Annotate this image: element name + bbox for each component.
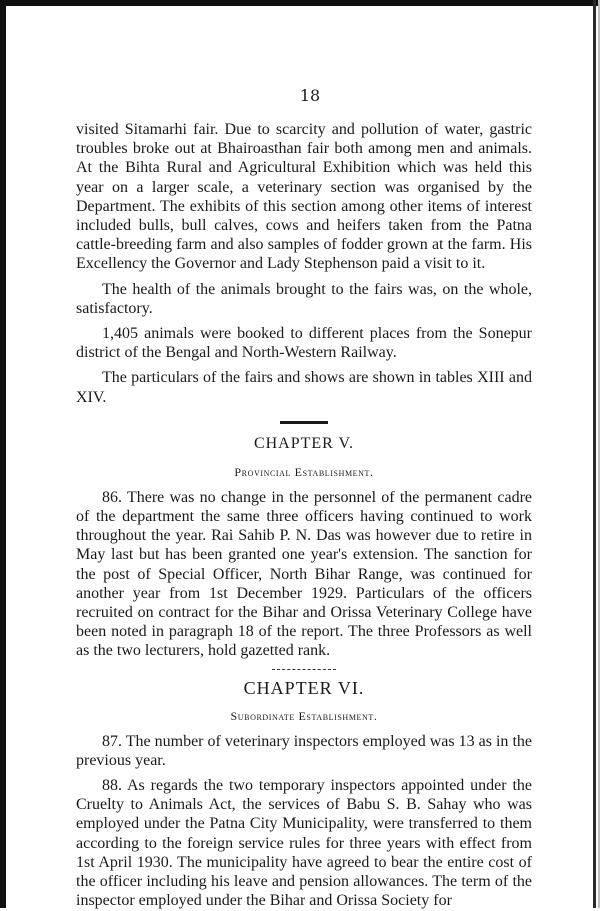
section-rule	[280, 421, 328, 424]
chapter-v-subtitle: Provincial Establishment.	[234, 464, 374, 479]
paragraph-continued: visited Sitamarhi fair. Due to scarcity and pollution of water, gastric troubles broke out at Bhairoasthan fair both among men and animals. At the Bihta Rural and Agricultural Exhibition which was held this year on a larger scale, a veterinary section was organised by the Department. The exhibits of this section among other items of interest included bulls, bull calves, cows and heifers taken from the Patna cattle-breeding farm and also samples of fodder grown at the farm. His Excellency the Governor and Lady Stephenson paid a visit to it.	[76, 121, 532, 273]
scan-border-right	[593, 0, 596, 908]
paragraph-86: 86. There was no change in the personnel of the permanent cadre of the department the same three officers having continued to work throughout the year. Rai Sahib P. N. Das was however due to retire in May last but has been granted one year's extension. The sanction for the post of Special Officer, North Bihar Range, was continued for another year from 1st December 1929. Particulars of the officers recruited on contract for the Bihar and Orissa Veterinary College have been noted in paragraph 18 of the report. The three Professors as well as the two lecturers, hold gazetted rank.	[76, 488, 532, 660]
scan-border-left	[0, 0, 6, 908]
chapter-v-title: CHAPTER V.	[253, 434, 355, 452]
chapter-vi-subtitle: Subordinate Establishment.	[230, 708, 378, 723]
page-number: 18	[299, 86, 321, 105]
paragraph-particulars: The particulars of the fairs and shows are shown in tables XIII and XIV.	[76, 369, 532, 406]
paragraph-health: The health of the animals brought to the fairs was, on the whole, satisfactory.	[76, 280, 532, 317]
paragraph-animals-booked: 1,405 animals were booked to different places from the Sonepur district of the Bengal and North-Western Railway.	[76, 325, 532, 362]
paragraph-88: 88. As regards the two temporary inspectors appointed under the Cruelty to Animals Act, the services of Babu S. B. Sahay who was employed under the Patna City Municipality, were transferred to them according to the foreign service rules for three years with effect from 1st April 1930. The municipality have agreed to bear the entire cost of the officer including his leave and pension allowances. The term of the inspector employed under the Bihar and Orissa Society for	[76, 777, 532, 910]
document-page	[76, 86, 532, 911]
chapter-vi-title: CHAPTER VI.	[243, 677, 365, 698]
paragraph-87: 87. The number of veterinary inspectors employed was 13 as in the previous year.	[76, 732, 532, 769]
scan-border-top	[0, 0, 600, 6]
section-divider	[272, 669, 336, 670]
